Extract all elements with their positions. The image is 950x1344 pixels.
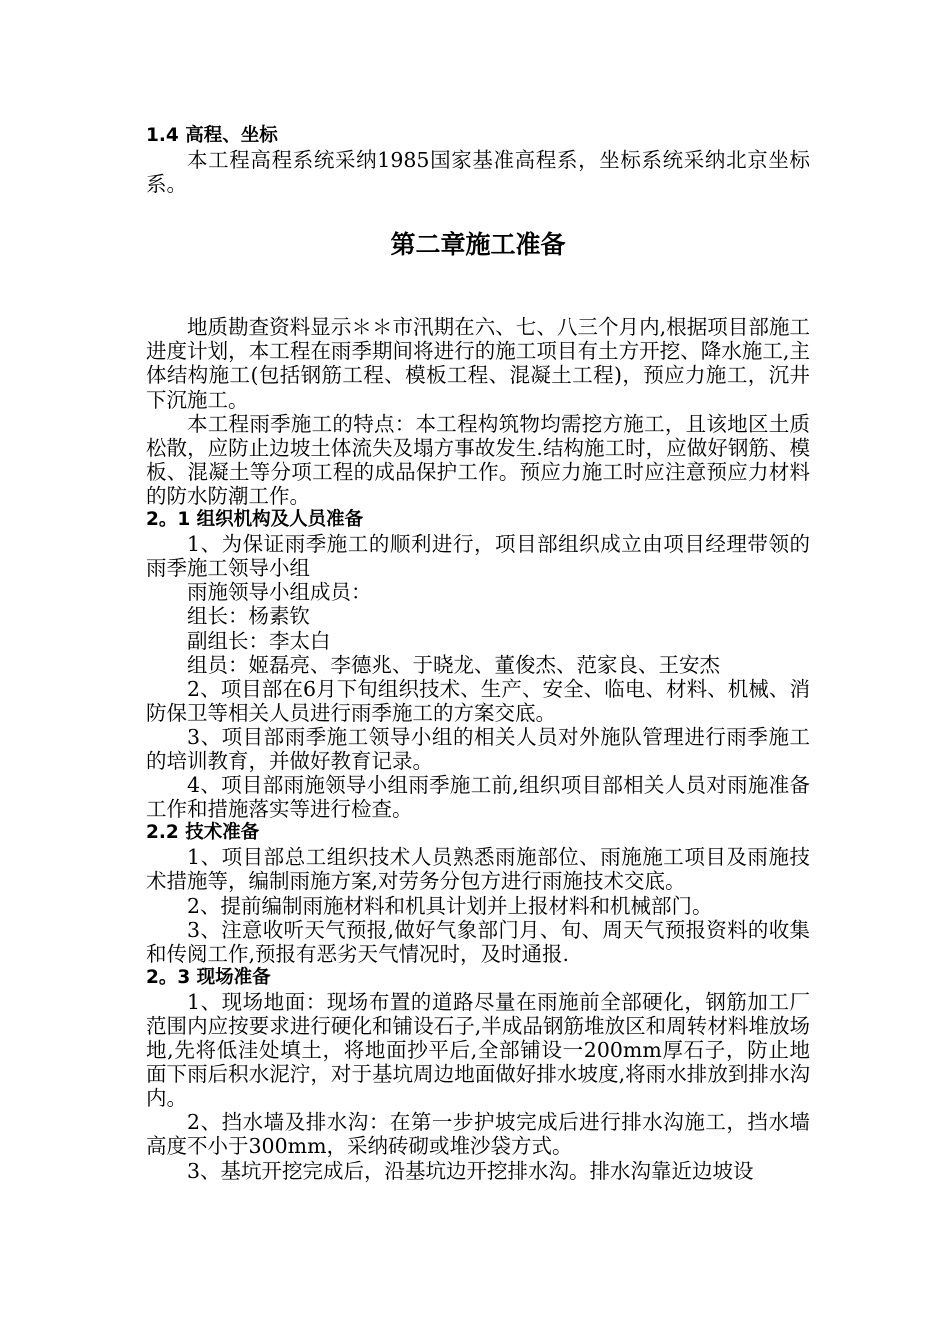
list-item: 4、项目部雨施领导小组雨季施工前,组织项目部相关人员对雨施准备工作和措施落实等进行检查。 (146, 773, 810, 822)
document-page (146, 124, 810, 1183)
list-item: 1、现场地面：现场布置的道路尽量在雨施前全部硬化，钢筋加工厂范围内应按要求进行硬化和铺设石子,半成品钢筋堆放区和周转材料堆放场地,先将低洼处填土，将地面抄平后,全部铺设一200mm厚石子，防止地面下雨后积水泥泞，对于基坑周边地面做好排水坡度,将雨水排放到排水沟内。 (146, 989, 810, 1111)
section-heading-2-2: 2.2 技术准备 (146, 822, 260, 844)
intro-paragraph-2: 本工程雨季施工的特点：本工程构筑物均需挖方施工，且该地区土质松散，应防止边坡土体流失及塌方事故发生.结构施工时，应做好钢筋、模板、混凝土等分项工程的成品保护工作。预应力施工时应注意预应力材料的防水防潮工作。 (146, 411, 810, 508)
section-heading-1-4: 1.4 高程、坐标 (146, 125, 278, 146)
section-heading-2-3: 2。3 现场准备 (146, 966, 271, 988)
team-deputy: 副组长：李太白 (187, 628, 331, 653)
list-item: 1、为保证雨季施工的顺利进行，项目部组织成立由项目经理带领的雨季施工领导小组 (146, 532, 810, 581)
list-item: 1、项目部总工组织技术人员熟悉雨施部位、雨施施工项目及雨施技术措施等，编制雨施方案,对劳务分包方进行雨施技术交底。 (146, 845, 810, 894)
paragraph-elevation-coordinates: 本工程高程系统采纳1985国家基准高程系，坐标系统采纳北京坐标系。 (146, 148, 810, 197)
list-item: 2、提前编制雨施材料和机具计划并上报材料和机械部门。 (187, 893, 713, 918)
chapter-title: 第二章施工准备 (390, 230, 566, 260)
members-label: 雨施领导小组成员： (187, 580, 372, 605)
intro-paragraph-1: 地质勘查资料显示＊＊市汛期在六、七、八三个月内,根据项目部施工进度计划，本工程在雨季期间将进行的施工项目有土方开挖、降水施工,主体结构施工(包括钢筋工程、模板工程、混凝土工程)，预应力施工，沉井下沉施工。 (146, 315, 810, 412)
list-item: 2、挡水墙及排水沟：在第一步护坡完成后进行排水沟施工，挡水墙高度不小于300mm，采纳砖砌或堆沙袋方式。 (146, 1110, 810, 1159)
section-heading-2-1: 2。1 组织机构及人员准备 (146, 509, 364, 531)
team-members: 组员：姬磊亮、李德兆、于晓龙、董俊杰、范家良、王安杰 (187, 652, 720, 677)
list-item: 3、基坑开挖完成后，沿基坑边开挖排水沟。排水沟靠近边坡设 (187, 1158, 754, 1183)
list-item: 3、注意收听天气预报,做好气象部门月、旬、周天气预报资料的收集和传阅工作,预报有恶劣天气情况时，及时通报. (146, 917, 810, 966)
list-item: 3、项目部雨季施工领导小组的相关人员对外施队管理进行雨季施工的培训教育，并做好教育记录。 (146, 724, 810, 773)
team-leader: 组长：杨素钦 (187, 604, 310, 629)
list-item: 2、项目部在6月下旬组织技术、生产、安全、临电、材料、机械、消防保卫等相关人员进行雨季施工的方案交底。 (146, 676, 810, 725)
